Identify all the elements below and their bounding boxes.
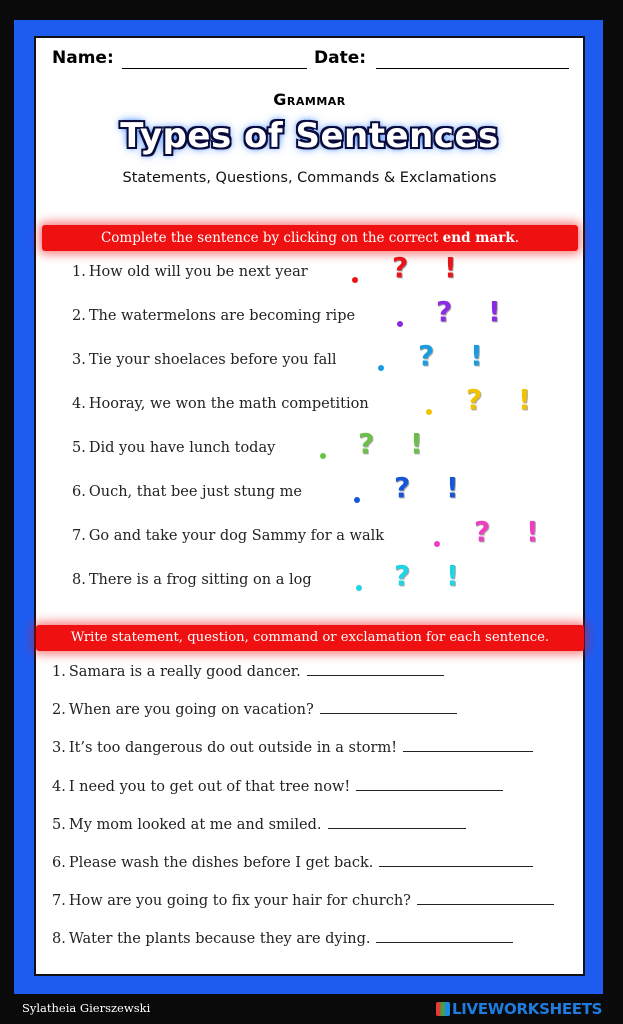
classify-item bbox=[52, 930, 513, 947]
exclamation-mark-option[interactable]: ! bbox=[446, 471, 459, 504]
answer-blank[interactable] bbox=[320, 701, 457, 714]
exclamation-mark-option[interactable]: ! bbox=[410, 427, 423, 460]
instruction-period: . bbox=[514, 230, 520, 246]
sentence-item bbox=[72, 264, 308, 280]
item-text: My mom looked at me and smiled. bbox=[68, 816, 322, 833]
exclamation-mark-option[interactable]: ! bbox=[446, 559, 459, 592]
date-label: Date: bbox=[314, 48, 367, 68]
item-text: Did you have lunch today bbox=[88, 440, 276, 456]
item-number: 1. bbox=[52, 664, 66, 680]
item-number: 3. bbox=[52, 740, 66, 757]
period-option[interactable] bbox=[354, 497, 360, 503]
item-text: Samara is a really good dancer. bbox=[68, 664, 301, 680]
period-option[interactable] bbox=[320, 453, 326, 459]
question-mark-option[interactable]: ? bbox=[474, 515, 491, 548]
question-mark-option[interactable]: ? bbox=[394, 559, 411, 592]
item-number: 6. bbox=[72, 484, 86, 500]
question-mark-option[interactable]: ? bbox=[466, 383, 483, 416]
sentence-item bbox=[72, 572, 312, 588]
classify-item bbox=[52, 892, 554, 909]
sentence-item bbox=[72, 440, 275, 456]
item-number: 7. bbox=[52, 893, 66, 910]
item-number: 3. bbox=[72, 352, 86, 368]
item-text: There is a frog sitting on a log bbox=[88, 572, 312, 588]
question-mark-option[interactable]: ? bbox=[394, 471, 411, 504]
instruction-banner-2: Write statement, question, command or exclamation for each sentence. bbox=[36, 625, 584, 651]
answer-blank[interactable] bbox=[376, 930, 513, 943]
exclamation-mark-option[interactable]: ! bbox=[488, 295, 501, 328]
item-number: 8. bbox=[72, 572, 86, 588]
exclamation-mark-option[interactable]: ! bbox=[444, 251, 457, 284]
item-text: It’s too dangerous do out outside in a storm! bbox=[68, 740, 398, 757]
answer-blank[interactable] bbox=[417, 892, 554, 905]
header-row bbox=[50, 48, 569, 74]
period-option[interactable] bbox=[434, 541, 440, 547]
page-title: Types of Sentences bbox=[120, 116, 499, 156]
classify-item bbox=[52, 854, 533, 871]
sentence-item bbox=[72, 396, 369, 412]
question-mark-option[interactable]: ? bbox=[418, 339, 435, 372]
item-text: Go and take your dog Sammy for a walk bbox=[88, 528, 385, 544]
date-line bbox=[376, 68, 569, 69]
item-text: The watermelons are becoming ripe bbox=[88, 308, 356, 324]
sentence-item bbox=[72, 528, 384, 544]
answer-blank[interactable] bbox=[379, 854, 533, 867]
item-number: 5. bbox=[72, 440, 86, 456]
instruction-text: Complete the sentence by clicking on the correct bbox=[100, 230, 443, 246]
item-text: Hooray, we won the math competition bbox=[88, 396, 369, 412]
liveworksheets-logo bbox=[436, 1000, 602, 1018]
brand-text: LIVEWORKSHEETS bbox=[452, 1000, 603, 1018]
answer-blank[interactable] bbox=[356, 778, 503, 791]
period-option[interactable] bbox=[426, 409, 432, 415]
answer-blank[interactable] bbox=[307, 663, 444, 676]
name-label: Name: bbox=[52, 48, 114, 68]
exclamation-mark-option[interactable]: ! bbox=[518, 383, 531, 416]
item-text: How are you going to fix your hair for church? bbox=[68, 893, 411, 910]
question-mark-option[interactable]: ? bbox=[358, 427, 375, 460]
item-number: 8. bbox=[52, 931, 66, 948]
answer-blank[interactable] bbox=[328, 816, 466, 829]
item-number: 6. bbox=[52, 855, 66, 871]
item-text: Tie your shoelaces before you fall bbox=[88, 352, 337, 368]
item-text: Water the plants because they are dying. bbox=[68, 931, 371, 948]
item-number: 4. bbox=[52, 778, 66, 795]
exclamation-mark-option[interactable]: ! bbox=[526, 515, 539, 548]
page-subtitle: Statements, Questions, Commands & Exclamations bbox=[122, 170, 497, 186]
item-text: When are you going on vacation? bbox=[68, 702, 314, 719]
question-mark-option[interactable]: ? bbox=[436, 295, 453, 328]
sentence-item bbox=[72, 352, 337, 368]
instruction-banner-1 bbox=[42, 225, 578, 251]
author-credit: Sylatheia Gierszewski bbox=[22, 1001, 151, 1015]
classify-item bbox=[52, 739, 533, 756]
sentence-item bbox=[72, 308, 355, 324]
item-number: 7. bbox=[72, 528, 86, 544]
item-number: 2. bbox=[72, 308, 86, 324]
sentence-item bbox=[72, 484, 302, 500]
liveworksheets-icon bbox=[436, 1002, 450, 1016]
kicker: Grammar bbox=[273, 90, 346, 109]
period-option[interactable] bbox=[378, 365, 384, 371]
item-text: Ouch, that bee just stung me bbox=[88, 484, 302, 500]
answer-blank[interactable] bbox=[403, 739, 533, 752]
item-number: 5. bbox=[52, 816, 66, 833]
period-option[interactable] bbox=[397, 321, 403, 327]
question-mark-option[interactable]: ? bbox=[392, 251, 409, 284]
item-text: I need you to get out of that tree now! bbox=[68, 778, 351, 795]
item-number: 1. bbox=[72, 264, 86, 280]
instruction-bold-text: end mark bbox=[442, 230, 515, 246]
classify-item bbox=[52, 778, 503, 795]
item-number: 2. bbox=[52, 702, 66, 719]
name-line bbox=[122, 68, 307, 69]
period-option[interactable] bbox=[352, 277, 358, 283]
classify-item bbox=[52, 663, 444, 680]
item-text: How old will you be next year bbox=[88, 264, 308, 280]
exclamation-mark-option[interactable]: ! bbox=[470, 339, 483, 372]
period-option[interactable] bbox=[356, 585, 362, 591]
classify-item bbox=[52, 816, 466, 833]
worksheet-page bbox=[34, 36, 585, 976]
item-text: Please wash the dishes before I get back. bbox=[68, 855, 374, 871]
classify-item bbox=[52, 701, 457, 718]
item-number: 4. bbox=[72, 396, 86, 412]
